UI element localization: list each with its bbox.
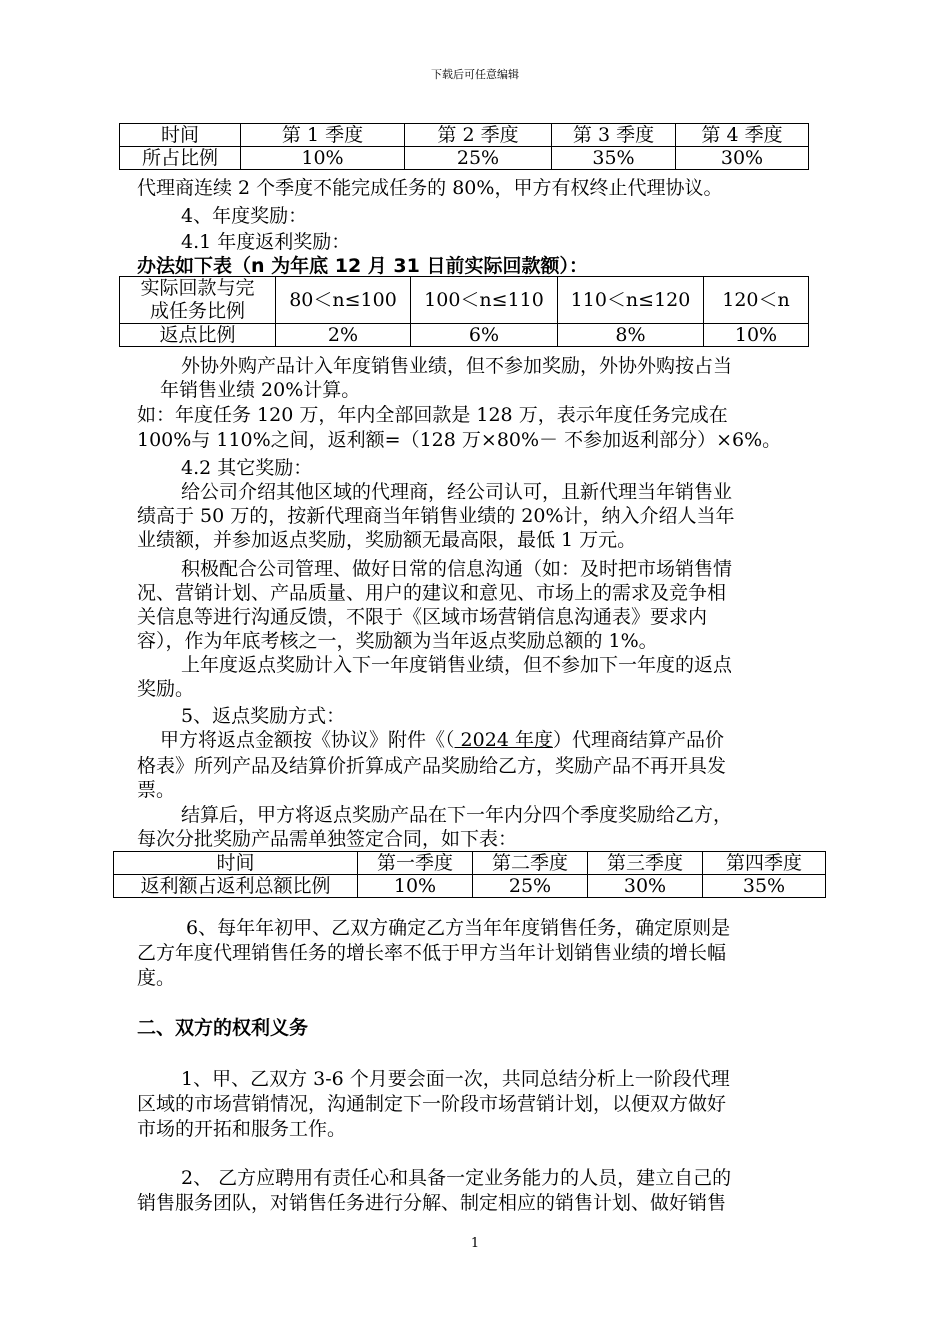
table-cell-text: 成任务比例 <box>149 300 245 322</box>
paragraph-line: 奖励。 <box>137 678 195 700</box>
paragraph-line: 容），作为年底考核之一，奖励额为当年返点奖励总额的 1%。 <box>137 630 658 652</box>
table-cell: 10% <box>241 147 405 170</box>
table-row <box>120 124 809 147</box>
table-cell: 第一季度 <box>358 852 473 875</box>
table-cell: 25% <box>405 147 552 170</box>
heading-annual-rebate: 4.1 年度返利奖励： <box>181 231 351 253</box>
table-cell: 返点比例 <box>120 324 276 347</box>
table-row <box>114 875 826 898</box>
year-underlined: 2024 年度 <box>454 729 553 751</box>
paragraph-line: 销售服务团队，对销售任务进行分解、制定相应的销售计划、做好销售 <box>137 1192 727 1214</box>
table-cell: 时间 <box>114 852 358 875</box>
paragraph-line: 况、营销计划、产品质量、用户的建议和意见、市场上的需求及竞争相 <box>137 582 727 604</box>
table-cell: 110＜n≤120 <box>558 277 704 324</box>
paragraph-line: 格表》所列产品及结算价折算成产品奖励给乙方，奖励产品不再开具发 <box>137 755 727 777</box>
table-cell: 10% <box>358 875 473 898</box>
table-row <box>120 277 809 324</box>
table-cell: 第 1 季度 <box>241 124 405 147</box>
table-cell: 返利额占返利总额比例 <box>114 875 358 898</box>
paragraph-line: 100%与 110%之间，返利额=（128 万×80%－ 不参加返利部分）×6%。 <box>137 429 782 451</box>
table-cell: 第二季度 <box>473 852 588 875</box>
paragraph-line: 给公司介绍其他区域的代理商，经公司认可，且新代理当年销售业 <box>181 481 733 503</box>
table-cell: 第 2 季度 <box>405 124 552 147</box>
paragraph-line: 绩高于 50 万的，按新代理商当年销售业绩的 20%计，纳入介绍人当年 <box>137 505 735 527</box>
paragraph-line: 结算后，甲方将返点奖励产品在下一年内分四个季度奖励给乙方， <box>181 804 733 826</box>
heading-rebate-method: 5、返点奖励方式： <box>181 705 346 727</box>
text-span: ）代理商结算产品价 <box>552 729 724 751</box>
table-cell: 10% <box>704 324 809 347</box>
table-cell: 25% <box>473 875 588 898</box>
table-cell: 第四季度 <box>703 852 826 875</box>
paragraph-line: 1、甲、乙双方 3-6 个月要会面一次，共同总结分析上一阶段代理 <box>181 1068 730 1090</box>
paragraph-line: 积极配合公司管理、做好日常的信息沟通（如：及时把市场销售情 <box>181 558 733 580</box>
paragraph-line: 市场的开拓和服务工作。 <box>137 1118 347 1140</box>
table-cell: 时间 <box>120 124 241 147</box>
table-cell: 第 3 季度 <box>552 124 676 147</box>
paragraph-line: 乙方年度代理销售任务的增长率不低于甲方当年计划销售业绩的增长幅 <box>137 942 727 964</box>
paragraph-line: 外协外购产品计入年度销售业绩，但不参加奖励，外协外购按占当 <box>181 355 733 377</box>
paragraph-line: 票。 <box>137 779 176 801</box>
rebate-ratio-table <box>119 276 809 347</box>
table-cell <box>120 277 276 324</box>
table-cell: 35% <box>552 147 676 170</box>
paragraph-line: 区域的市场营销情况，沟通制定下一阶段市场营销计划，以便双方做好 <box>137 1093 727 1115</box>
table-cell: 6% <box>411 324 558 347</box>
table-cell: 所占比例 <box>120 147 241 170</box>
paragraph-line: 度。 <box>137 967 176 989</box>
table-cell: 第三季度 <box>588 852 703 875</box>
section-heading: 二、双方的权利义务 <box>137 1017 309 1039</box>
paragraph-line: 如：年度任务 120 万，年内全部回款是 128 万，表示年度任务完成在 <box>137 404 728 426</box>
table-cell: 80＜n≤100 <box>276 277 411 324</box>
table-cell: 35% <box>703 875 826 898</box>
table-row <box>120 324 809 347</box>
page-number: 1 <box>470 1236 480 1251</box>
paragraph-line: 2、 乙方应聘用有责任心和具备一定业务能力的人员，建立自己的 <box>181 1167 732 1189</box>
table-cell: 30% <box>588 875 703 898</box>
quarter-ratio-table <box>119 123 809 170</box>
page-header: 下载后可任意编辑 <box>431 68 519 81</box>
table-cell: 2% <box>276 324 411 347</box>
paragraph-line: 业绩额，并参加返点奖励，奖励额无最高限，最低 1 万元。 <box>137 529 637 551</box>
paragraph-line <box>160 728 724 752</box>
rebate-quarter-table <box>113 851 826 898</box>
paragraph-line: 年销售业绩 20%计算。 <box>160 379 361 401</box>
table-cell: 120＜n <box>704 277 809 324</box>
paragraph-line: 每次分批奖励产品需单独签定合同，如下表： <box>137 828 518 850</box>
paragraph-line: 关信息等进行沟通反馈，不限于《区域市场营销信息沟通表》要求内 <box>137 606 708 628</box>
text-span: 甲方将返点金额按《协议》附件《（ <box>160 729 455 751</box>
paragraph-line: 代理商连续 2 个季度不能完成任务的 80%，甲方有权终止代理协议。 <box>137 177 723 199</box>
heading-other-reward: 4.2 其它奖励： <box>181 457 313 479</box>
table-cell: 100＜n≤110 <box>411 277 558 324</box>
heading-annual-reward: 4、年度奖励： <box>181 205 308 227</box>
table-cell-text: 实际回款与完 <box>140 277 255 299</box>
table-row <box>114 852 826 875</box>
table-cell: 30% <box>676 147 809 170</box>
table-row <box>120 147 809 170</box>
heading-method: 办法如下表（n 为年底 12 月 31 日前实际回款额）： <box>137 255 588 277</box>
table-cell: 8% <box>558 324 704 347</box>
paragraph-line: 上年度返点奖励计入下一年度销售业绩，但不参加下一年度的返点 <box>181 654 733 676</box>
table-cell: 第 4 季度 <box>676 124 809 147</box>
paragraph-line: 6、每年年初甲、乙双方确定乙方当年年度销售任务，确定原则是 <box>186 917 731 939</box>
